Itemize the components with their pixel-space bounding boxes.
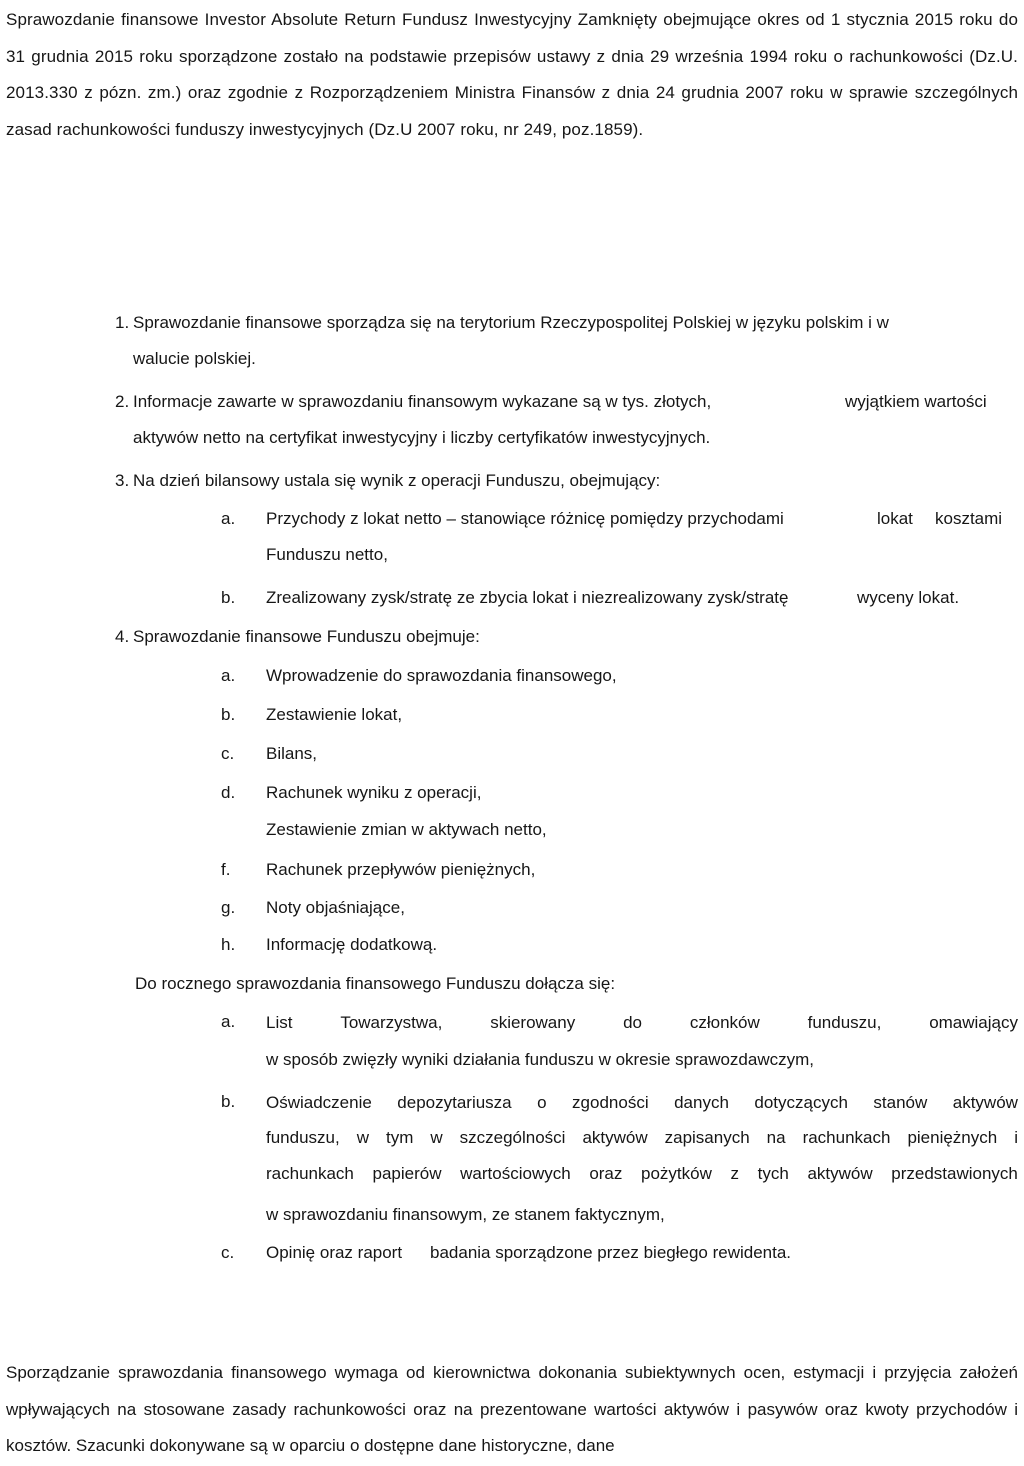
word: na xyxy=(766,1128,786,1147)
item-letter: f. xyxy=(221,860,231,879)
word: funduszu, xyxy=(807,1013,882,1032)
word: omawiający xyxy=(929,1013,1018,1032)
item-letter: h. xyxy=(221,935,236,954)
item-text-line: w sposób zwięzły wyniki działania funduszu w okresie sprawozdawczym, xyxy=(266,1050,815,1069)
item-text-line: Zestawienie zmian w aktywach netto, xyxy=(266,820,547,839)
item-text-line: Wprowadzenie do sprawozdania finansowego, xyxy=(266,666,617,685)
item-text-line: Zestawienie lokat, xyxy=(266,705,403,724)
word: dotyczących xyxy=(754,1093,848,1112)
item-letter: b. xyxy=(221,705,236,724)
item-letter: d. xyxy=(221,783,236,802)
item-text-line: Rachunek przepływów pieniężnych, xyxy=(266,860,536,879)
item-text-line: Przychody z lokat netto – stanowiące różnicę pomiędzy przychodami xyxy=(266,509,784,528)
item-letter: b. xyxy=(221,1092,236,1111)
item-text-line: Zrealizowany zysk/stratę ze zbycia lokat i niezrealizowany zysk/stratę xyxy=(266,588,789,607)
item-text-line: Informacje zawarte w sprawozdaniu finansowym wykazane są w tys. złotych, xyxy=(133,392,712,411)
item-text-line xyxy=(266,1092,1018,1114)
word: zgodności xyxy=(572,1093,649,1112)
word: rachunkach xyxy=(802,1128,891,1147)
item-text-line: Bilans, xyxy=(266,744,318,763)
word: i xyxy=(1014,1128,1018,1147)
word: aktywów xyxy=(952,1093,1018,1112)
item-text-line xyxy=(266,1163,1018,1185)
word: skierowany xyxy=(490,1013,576,1032)
item-text-line: Funduszu netto, xyxy=(266,545,388,564)
word: aktywów xyxy=(582,1128,648,1147)
item-text-line: Sprawozdanie finansowe sporządza się na terytorium Rzeczypospolitej Polskiej w języku polskim i w xyxy=(133,313,889,332)
item-text-line: Opinię oraz raport xyxy=(266,1243,403,1262)
word: wartościowych xyxy=(460,1164,571,1183)
word: w xyxy=(430,1128,443,1147)
word: szczególności xyxy=(459,1128,566,1147)
word: zapisanych xyxy=(664,1128,750,1147)
item-text-line: kosztami xyxy=(935,509,1003,528)
word: w xyxy=(356,1128,369,1147)
word: pieniężnych xyxy=(907,1128,998,1147)
item-number: 3. xyxy=(115,471,130,490)
word: tym xyxy=(385,1128,414,1147)
item-text-line: Sprawozdanie finansowe Funduszu obejmuje: xyxy=(133,627,480,646)
word: danych xyxy=(674,1093,729,1112)
item-number: 4. xyxy=(115,627,130,646)
item-text-line xyxy=(266,1012,1018,1034)
item-text-line: Na dzień bilansowy ustala się wynik z operacji Funduszu, obejmujący: xyxy=(133,471,661,490)
word: Oświadczenie xyxy=(266,1093,372,1112)
word: z xyxy=(730,1164,740,1183)
attachments-heading: Do rocznego sprawozdania finansowego Funduszu dołącza się: xyxy=(135,974,616,993)
word: papierów xyxy=(372,1164,442,1183)
word: do xyxy=(623,1013,642,1032)
word: Towarzystwa, xyxy=(340,1013,443,1032)
word: depozytariusza xyxy=(397,1093,512,1112)
item-text-line: walucie polskiej. xyxy=(133,349,256,368)
item-number: 2. xyxy=(115,392,130,411)
item-letter: a. xyxy=(221,509,236,528)
item-text-line: Noty objaśniające, xyxy=(266,898,405,917)
word: o xyxy=(537,1093,547,1112)
item-letter: c. xyxy=(221,744,235,763)
item-letter: a. xyxy=(221,1012,236,1031)
item-text-line: Rachunek wyniku z operacji, xyxy=(266,783,482,802)
word: oraz xyxy=(589,1164,623,1183)
item-letter: c. xyxy=(221,1243,235,1262)
word: rachunkach xyxy=(266,1164,354,1183)
word: tych xyxy=(757,1164,789,1183)
item-text-line: badania sporządzone przez biegłego rewidenta. xyxy=(430,1243,792,1262)
item-text-line xyxy=(266,1127,1018,1149)
item-text-line: aktywów netto na certyfikat inwestycyjny i liczby certyfikatów inwestycyjnych. xyxy=(133,428,711,447)
word: członków xyxy=(689,1013,760,1032)
word: stanów xyxy=(873,1093,928,1112)
item-number: 1. xyxy=(115,313,130,332)
item-text-line: wyceny lokat. xyxy=(857,588,960,607)
intro-paragraph: Sprawozdanie finansowe Investor Absolute Return Fundusz Inwestycyjny Zamknięty obejmujące okres od 1 stycznia 2015 roku do 31 grudnia 2015 roku sporządzone zostało na podstawie przepisów ustawy z dnia 29 września 1994 roku o rachunkowości (Dz.U. 2013.330 z pózn. zm.) oraz zgodnie z Rozporządzeniem Ministra Finansów z dnia 24 grudnia 2007 roku w sprawie szczególnych zasad rachunkowości funduszy inwestycyjnych (Dz.U 2007 roku, nr 249, poz.1859). xyxy=(6,10,1018,139)
word: pożytków xyxy=(641,1164,712,1183)
closing-paragraph: Sporządzanie sprawozdania finansowego wymaga od kierownictwa dokonania subiektywnych ocen, estymacji i przyjęcia założeń wpływających na stosowane zasady rachunkowości oraz na prezentowane wartości aktywów i pasywów oraz kwoty przychodów i kosztów. Szacunki dokonywane są w oparciu o dostępne dane historyczne, dane xyxy=(6,1363,1018,1455)
item-text-line: lokat xyxy=(877,509,913,528)
item-text-line: wyjątkiem wartości xyxy=(845,392,987,411)
word: funduszu, xyxy=(266,1128,340,1147)
item-text-line: Informację dodatkową. xyxy=(266,935,438,954)
item-letter: g. xyxy=(221,898,236,917)
word: List xyxy=(266,1013,293,1032)
item-letter: b. xyxy=(221,588,236,607)
item-letter: a. xyxy=(221,666,236,685)
word: przedstawionych xyxy=(891,1164,1018,1183)
word: aktywów xyxy=(807,1164,873,1183)
item-text-line: w sprawozdaniu finansowym, ze stanem faktycznym, xyxy=(266,1205,665,1224)
